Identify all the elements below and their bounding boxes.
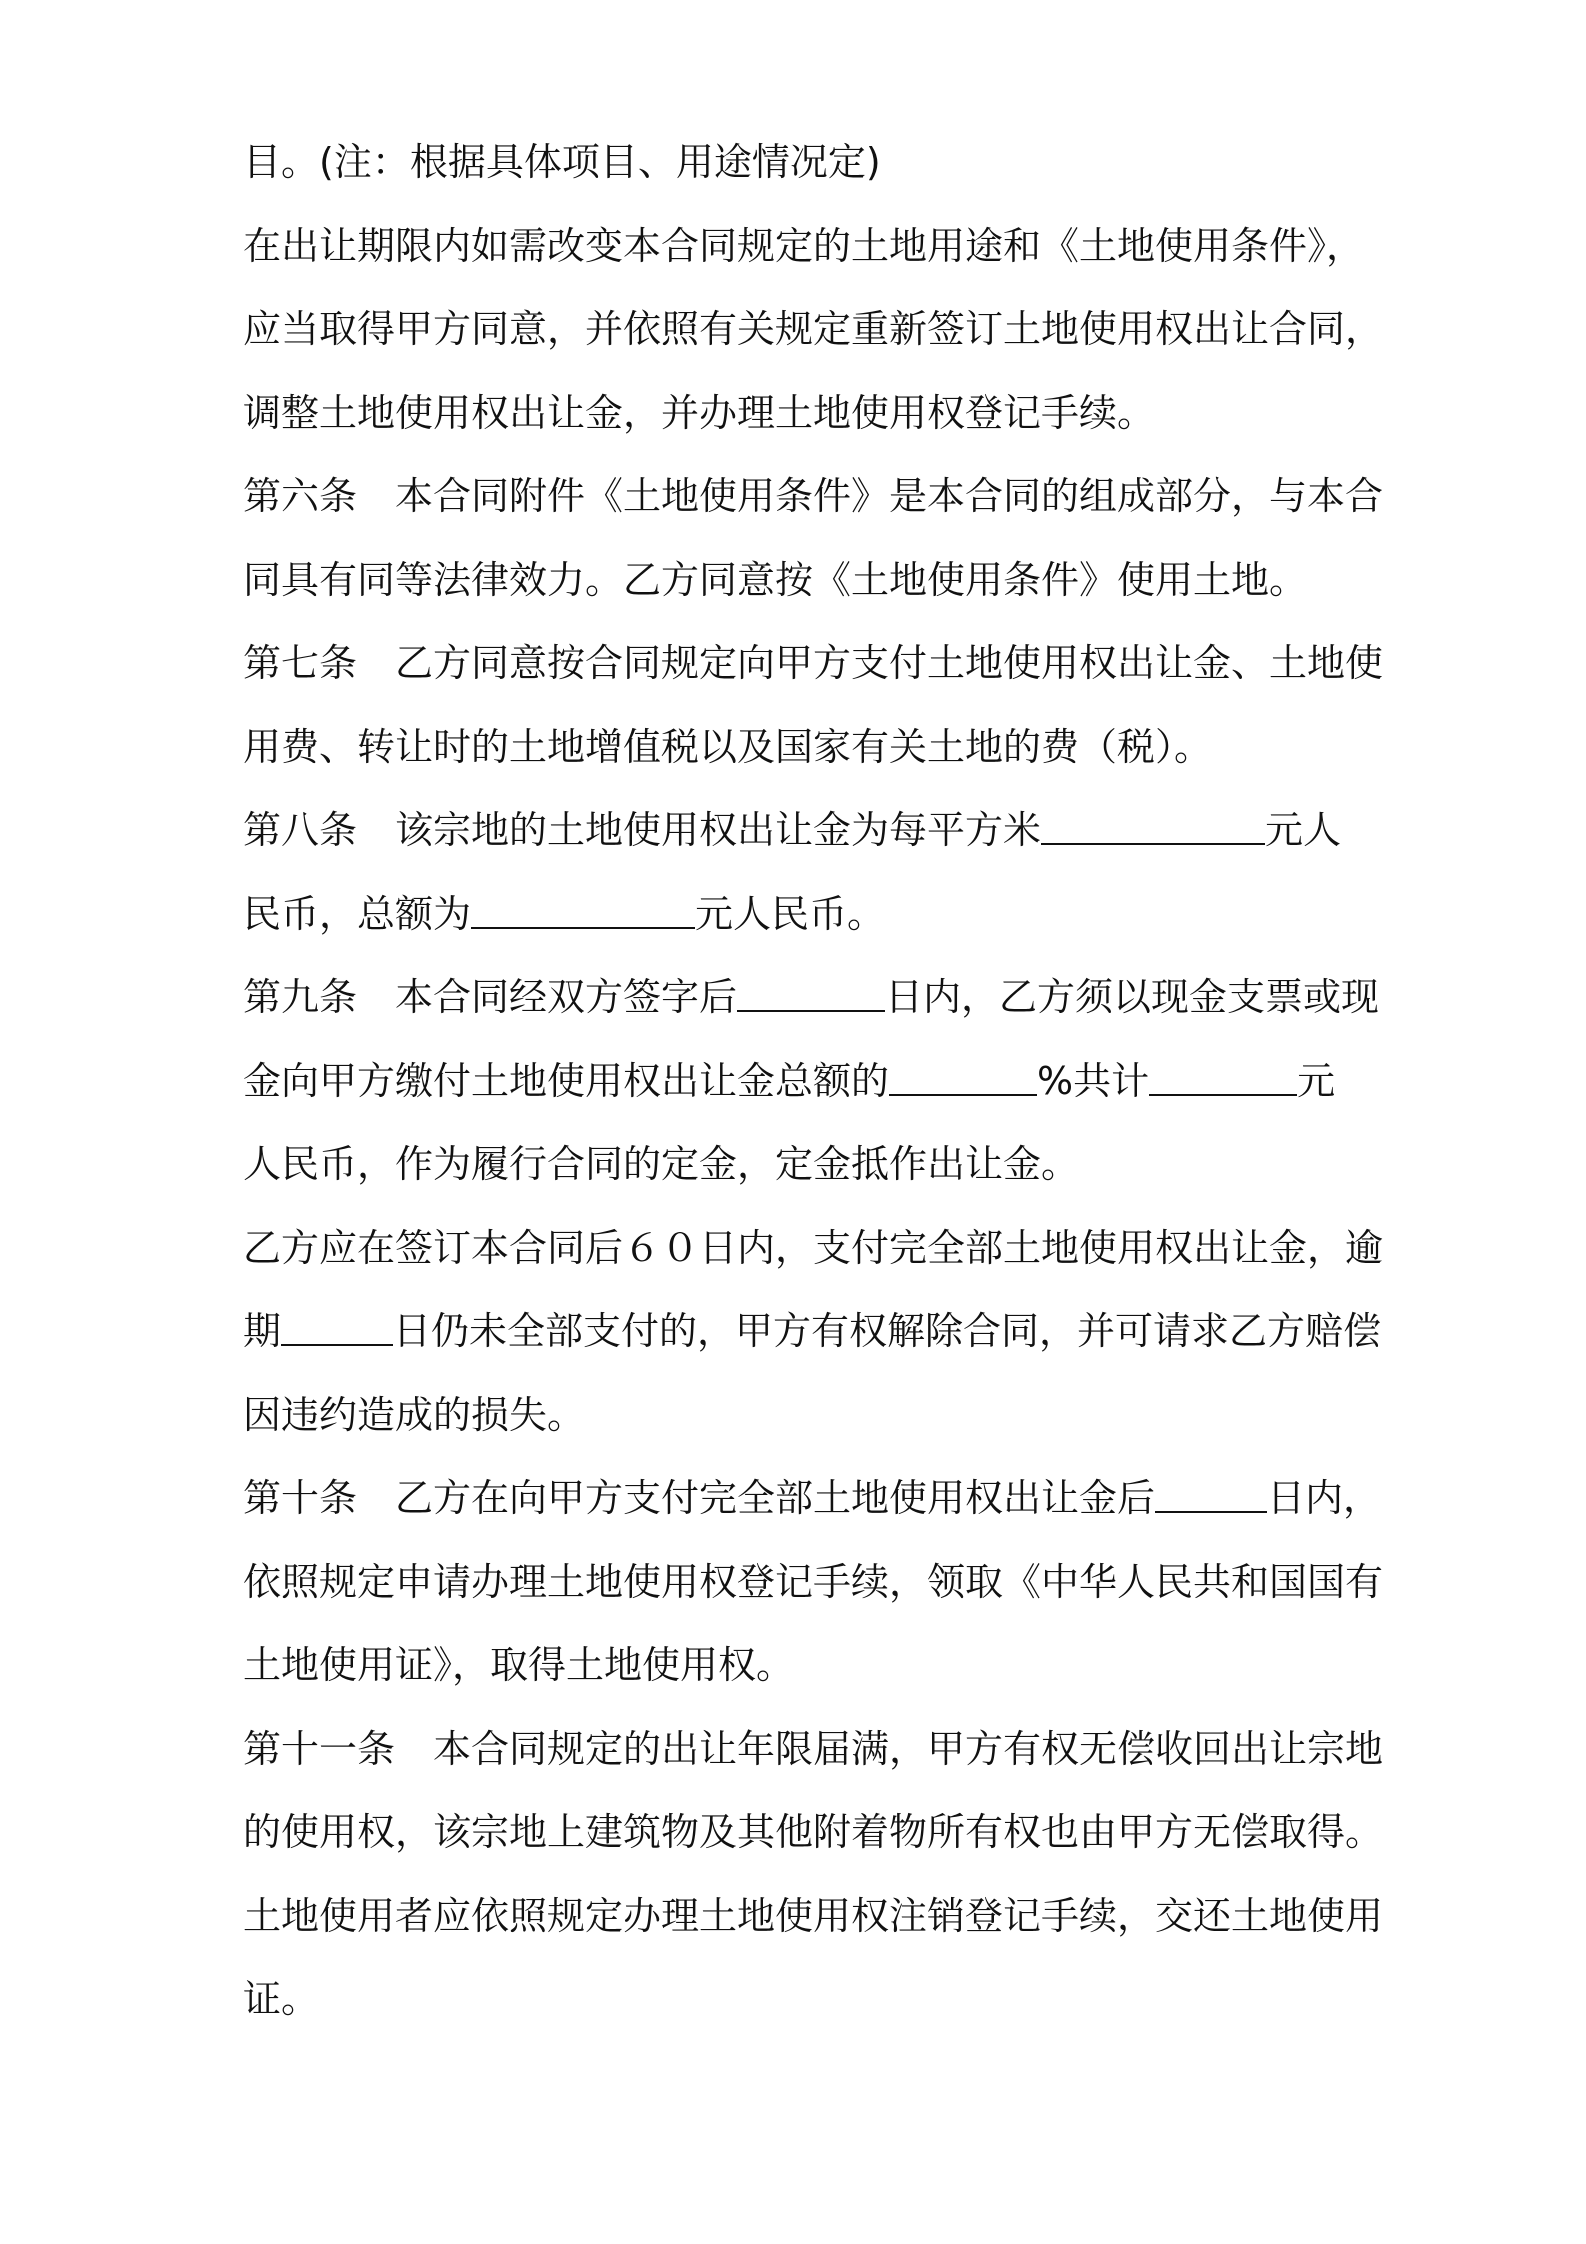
text-line: [243, 555, 1307, 605]
text-line: [243, 221, 1364, 271]
line-text: 调整土地使用权出让金，并办理土地使用权登记手续。: [243, 391, 1156, 435]
line-text: 的使用权，该宗地上建筑物及其他附着物所有权也由甲方无偿取得。: [243, 1810, 1384, 1854]
line-text: 土地使用证》，取得土地使用权。: [243, 1643, 795, 1687]
line-text: 应当取得甲方同意，并依照有关规定重新签订土地使用权出让合同，: [243, 307, 1384, 351]
line-text: 用费、转让时的土地增值税以及国家有关土地的费（税）。: [243, 725, 1213, 769]
text-line: [243, 1223, 1383, 1273]
article-number: 第六条: [243, 474, 358, 518]
text-line: [243, 304, 1383, 354]
text-line: [243, 1306, 1381, 1356]
line-text: 本合同经双方签字后: [395, 975, 738, 1019]
line-text: 本合同规定的出让年限届满，甲方有权无偿收回出让宗地: [433, 1727, 1384, 1771]
line-text: 人民币，作为履行合同的定金，定金抵作出让金。: [243, 1142, 1080, 1186]
line-text: 乙方应在签订本合同后６０日内，支付完全部土地使用权出让金，逾: [243, 1226, 1384, 1270]
text-line: [243, 1640, 794, 1690]
article-7-line: [243, 638, 1383, 688]
line-text: 证。: [243, 1977, 320, 2021]
line-text: 在出让期限内如需改变本合同规定的土地用途和《土地使用条件》，: [243, 224, 1365, 268]
fill-blank[interactable]: [889, 1060, 1037, 1096]
line-text: 该宗地的土地使用权出让金为每平方米: [395, 808, 1042, 852]
text-line: [243, 1891, 1383, 1941]
text-line: [243, 889, 885, 939]
line-text: 乙方同意按合同规定向甲方支付土地使用权出让金、土地使: [395, 641, 1384, 685]
text-line: [243, 1807, 1383, 1857]
line-text: 元人民币。: [695, 892, 886, 936]
text-line: [243, 1557, 1383, 1607]
article-6-line: [243, 471, 1383, 521]
text-line: [243, 1139, 1079, 1189]
line-text: 乙方在向甲方支付完全部土地使用权出让金后: [395, 1476, 1156, 1520]
article-number: 第十条: [243, 1476, 358, 1520]
line-text: 目。(注：根据具体项目、用途情况定): [243, 140, 881, 184]
article-8-line: [243, 805, 1341, 855]
fill-blank[interactable]: [281, 1310, 393, 1346]
line-text: 同具有同等法律效力。乙方同意按《土地使用条件》使用土地。: [243, 558, 1308, 602]
line-text: 日内，: [1267, 1476, 1382, 1520]
line-text: 本合同附件《土地使用条件》是本合同的组成部分，与本合: [395, 474, 1384, 518]
article-9-line: [243, 972, 1379, 1022]
fill-blank[interactable]: [1155, 1477, 1267, 1513]
text-line: [243, 722, 1212, 772]
text-line: [243, 1390, 585, 1440]
line-text: 日内，乙方须以现金支票或现: [885, 975, 1380, 1019]
text-line: [243, 1056, 1335, 1106]
article-number: 第八条: [243, 808, 358, 852]
line-text: 金向甲方缴付土地使用权出让金总额的: [243, 1059, 890, 1103]
fill-blank[interactable]: [471, 893, 695, 929]
article-number: 第九条: [243, 975, 358, 1019]
line-text: 土地使用者应依照规定办理土地使用权注销登记手续，交还土地使用: [243, 1894, 1384, 1938]
fill-blank[interactable]: [737, 976, 885, 1012]
line-text: 期: [243, 1309, 282, 1353]
text-line: [243, 1974, 319, 2024]
article-number: 第十一条: [243, 1727, 396, 1771]
line-text: 元人: [1265, 808, 1342, 852]
article-11-line: [243, 1724, 1383, 1774]
article-number: 第七条: [243, 641, 358, 685]
line-text: 因违约造成的损失。: [243, 1393, 586, 1437]
text-line: [243, 137, 881, 187]
line-text: 日仍未全部支付的，甲方有权解除合同，并可请求乙方赔偿: [393, 1309, 1382, 1353]
line-text: 依照规定申请办理土地使用权登记手续，领取《中华人民共和国国有: [243, 1560, 1384, 1604]
line-text: %共计: [1037, 1059, 1150, 1103]
fill-blank[interactable]: [1041, 809, 1265, 845]
fill-blank[interactable]: [1149, 1060, 1297, 1096]
text-line: [243, 388, 1155, 438]
article-10-line: [243, 1473, 1381, 1523]
line-text: 民币，总额为: [243, 892, 472, 936]
line-text: 元: [1297, 1059, 1336, 1103]
